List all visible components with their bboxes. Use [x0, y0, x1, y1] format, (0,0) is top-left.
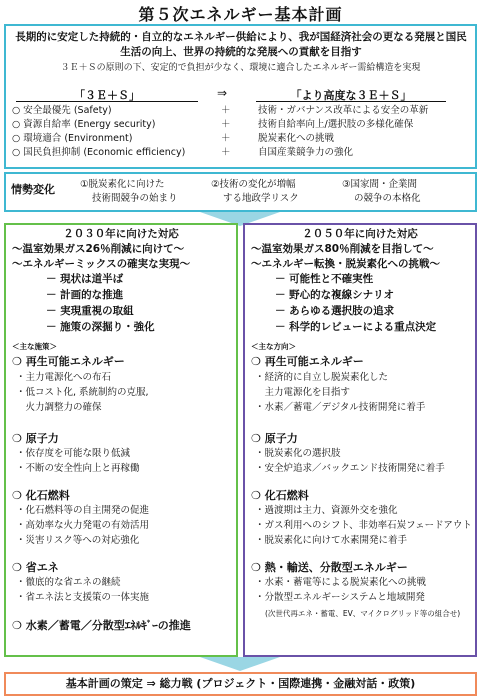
- advanced-3es-heading: 「より高度な３Ｅ＋Ｓ」: [256, 87, 446, 102]
- plus-icon: ＋: [221, 133, 231, 144]
- situation-item-line: ③国家間・企業間: [342, 179, 418, 190]
- panel-2050: [243, 223, 477, 657]
- 3es-right: 技術自給率向上/選択肢の多様化確保: [258, 119, 414, 130]
- section-item: ・主力電源化への布石: [16, 372, 112, 383]
- 3es-row: [6, 132, 475, 146]
- section-item: 主力電源化を目指す: [255, 387, 351, 398]
- situation-item-line: ②技術の変化が増幅: [211, 179, 296, 190]
- measures-tag: ＜主な施策＞: [12, 342, 57, 351]
- section-item: 火力調整力の確保: [16, 402, 102, 413]
- section-item: ・化石燃料等の自主開発の促進: [16, 505, 150, 516]
- panel-2030-subtitle: ～温室効果ガス26％削減に向けて～: [12, 243, 185, 255]
- section-title: ❍ 原子力: [12, 432, 59, 445]
- 3es-left: ○ 環境適合 (Environment): [12, 133, 133, 144]
- 3es-left: ○ 資源自給率 (Energy security): [12, 119, 156, 130]
- situation-item-line: ①脱炭素化に向けた: [80, 179, 165, 190]
- 3es-row: [6, 146, 475, 160]
- 3es-left: ○ 国民負担抑制 (Economic efficiency): [12, 147, 186, 158]
- 3es-right: 技術・ガバナンス改革による安全の革新: [258, 105, 429, 116]
- panel-2030-point: － 実現重視の取組: [46, 305, 134, 317]
- overview-box: [4, 24, 477, 169]
- 3es-right: 自国産業競争力の強化: [258, 147, 354, 158]
- section-title: ❍ 省エネ: [12, 561, 59, 574]
- section-item: ・高効率な火力発電の有効活用: [16, 520, 150, 531]
- section-item: ・過渡期は主力、資源外交を強化: [255, 505, 398, 516]
- panel-2030-heading: ２０３０年に向けた対応: [63, 228, 179, 240]
- section-item: ・水素・蓄電等による脱炭素化への挑戦: [255, 577, 427, 588]
- situation-item-line: 技術間競争の始まり: [92, 193, 178, 204]
- section-item: ・不断の安全性向上と再稼働: [16, 463, 140, 474]
- plus-icon: ＋: [221, 105, 231, 116]
- panel-2030-point: － 計画的な推進: [46, 289, 124, 301]
- page-title: 第５次エネルギー基本計画: [138, 5, 343, 24]
- situation-item-line: の競争の本格化: [354, 193, 421, 204]
- section-footnote: (次世代再エネ・蓄電、EV、マイクログリッド等の組合せ): [265, 609, 461, 618]
- section-item: ・分散型エネルギーシステムと地域開発: [255, 592, 425, 603]
- plus-icon: ＋: [221, 119, 231, 130]
- section-item: ・災害リスク等への対応強化: [16, 535, 140, 546]
- section-item: ・徹底的な省エネの継続: [16, 577, 121, 588]
- panel-2050-point: － あらゆる選択肢の追求: [275, 305, 395, 317]
- down-arrow-icon: [200, 657, 280, 671]
- section-item: ・経済的に自立し脱炭素化した: [255, 372, 389, 383]
- section-item: ・脱炭素化の選択肢: [255, 448, 341, 459]
- situation-change-box: [4, 172, 477, 212]
- panel-2030-point: － 現状は道半ば: [46, 273, 124, 285]
- 3es-left: ○ 安全最優先 (Safety): [12, 105, 112, 116]
- panel-2050-point: － 野心的な複線シナリオ: [275, 289, 395, 301]
- panel-2050-point: － 科学的レビューによる重点決定: [275, 321, 437, 333]
- section-item: ・水素／蓄電／デジタル技術開発に着手: [255, 402, 426, 413]
- panel-2030-subtitle: ～エネルギーミックスの確実な実現～: [12, 258, 191, 270]
- 3es-right: 脱炭素化への挑戦: [258, 133, 335, 144]
- situation-item-line: する地政学リスク: [223, 193, 299, 204]
- section-item: ・安全炉追求／バックエンド技術開発に着手: [255, 463, 445, 474]
- section-item: ・依存度を可能な限り低減: [16, 448, 131, 459]
- section-item: ・低コスト化, 系統制約の克服,: [16, 387, 149, 398]
- section-title: ❍ 熱・輸送、分散型エネルギー: [251, 561, 408, 574]
- section-title: ❍ 再生可能エネルギー: [12, 355, 125, 368]
- arrow-icon: ⇒: [217, 86, 228, 100]
- panel-2050-point: － 可能性と不確実性: [275, 273, 374, 285]
- section-title: ❍ 再生可能エネルギー: [251, 355, 364, 368]
- goal-statement: 長期的に安定した持続的・自立的なエネルギー供給により、我が国経済社会の更なる発展と国民生活の向上、世界の持続的な発展への貢献を目指す: [15, 31, 467, 58]
- panel-2050-subtitle: ～エネルギー転換・脱炭素化への挑戦～: [251, 258, 440, 270]
- section-item: ・省エネ法と支援策の一体実施: [16, 592, 150, 603]
- situation-item: [80, 178, 178, 206]
- situation-change-label: 情勢変化: [11, 183, 55, 196]
- panel-2030-point: － 施策の深掘り・強化: [46, 321, 155, 333]
- situation-item: [342, 178, 421, 206]
- panel-2050-subtitle: ～温室効果ガス80％削減を目指して～: [251, 243, 434, 255]
- panel-2030: [4, 223, 238, 657]
- direction-tag: ＜主な方向＞: [251, 342, 296, 351]
- section-title: ❍ 化石燃料: [251, 489, 309, 502]
- strategy-banner: 基本計画の策定 ⇒ 総力戦 (プロジェクト・国際連携・金融対話・政策): [4, 672, 477, 696]
- principle-statement: ３Ｅ＋Ｓの原則の下、安定的で負担が少なく、環境に適合したエネルギー需給構造を実現: [60, 63, 421, 73]
- section-title: ❍ 水素／蓄電／分散型ｴﾈﾙｷﾞｰの推進: [12, 619, 191, 632]
- section-title: ❍ 原子力: [251, 432, 298, 445]
- 3es-heading: 「３Ｅ＋Ｓ」: [16, 87, 198, 102]
- plus-icon: ＋: [221, 147, 231, 158]
- situation-item: [211, 178, 299, 206]
- 3es-row: [6, 104, 475, 118]
- 3es-row: [6, 118, 475, 132]
- panel-2050-heading: ２０５０年に向けた対応: [302, 228, 418, 240]
- section-item: ・ガス利用へのシフト、非効率石炭フェードアウト: [255, 520, 472, 531]
- section-title: ❍ 化石燃料: [12, 489, 70, 502]
- section-item: ・脱炭素化に向けて水素開発に着手: [255, 535, 408, 546]
